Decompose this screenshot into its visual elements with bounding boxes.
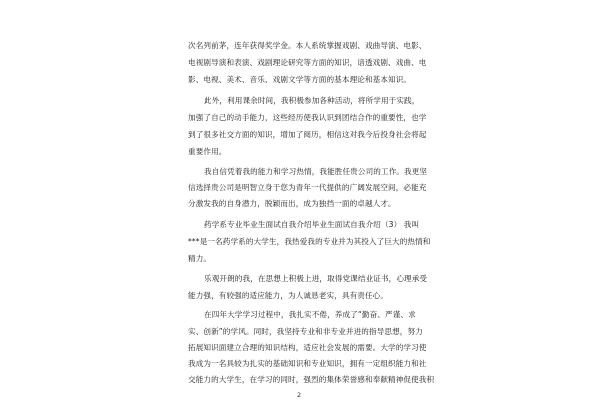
text-line: 拓展知识面建立合理的知识结构，适应社会发展的需要。大学的学习使 xyxy=(188,343,427,352)
text-line: 我成为一名具较为扎实的基础知识和专业知识，拥有一定组织能力和社 xyxy=(188,359,427,368)
text-line: 药学系专业毕业生面试自我介绍毕业生面试自我介绍（3） 我叫 xyxy=(204,220,420,229)
text-line: 加强了自己的动手能力，这些经历使我认识到团结合作的重要性，也学 xyxy=(188,113,427,122)
text-line: 在四年大学学习过程中，我扎实不倦，养成了“勤奋、严谨、求 xyxy=(204,310,416,319)
text-line: 此外，利用课余时间，我积极参加各种活动，将所学用于实践， xyxy=(204,96,420,105)
text-line: 乐观开朗的我，在思想上积极上进，取得党课结业证书，心理承受 xyxy=(204,274,428,283)
text-line: 到了很多社交方面的知识，增加了阅历，相信这对我今后投身社会将起 xyxy=(188,130,427,139)
text-line: 分激发我的自身潜力，脱颖而出，成为独挡一面的卓越人才。 xyxy=(188,199,396,208)
text-line: 影、电视、美术、音乐、戏剧文学等方面的基本理论和基本知识。 xyxy=(188,75,412,84)
text-line: 次名列前茅，连年获得奖学金。本人系统掌握戏剧、戏曲导演、电影、 xyxy=(188,41,427,50)
text-line: 电视剧导演和表演、戏剧理论研究等方面的知识，谙透戏剧、戏曲、电 xyxy=(188,58,427,67)
text-line: 实、创新”的学风。同时，我坚持专业和非专业并进的指导思想，努力 xyxy=(188,327,423,336)
text-line: 能力强，有较强的适应能力，为人诚恳老实，具有责任心。 xyxy=(188,291,389,300)
page-number: 2 xyxy=(297,391,302,399)
text-line: 信选择贵公司是明智立身于您为青年一代提供的广阔发展空间，必能充 xyxy=(188,183,427,192)
text-line: 我自信凭着我的能力和学习热情，我能胜任贵公司的工作。我更坚 xyxy=(204,167,428,176)
text-line: 精力。 xyxy=(188,254,212,263)
text-line: 交能力的大学生，在学习的同时，强烈的集体荣誉感和奉献精神促使我积 xyxy=(188,375,435,384)
text-line: 重要作用。 xyxy=(188,147,227,156)
text-line: ***是一名药学系的大学生，我热爱我的专业并为其投入了巨大的热情和 xyxy=(188,237,431,246)
